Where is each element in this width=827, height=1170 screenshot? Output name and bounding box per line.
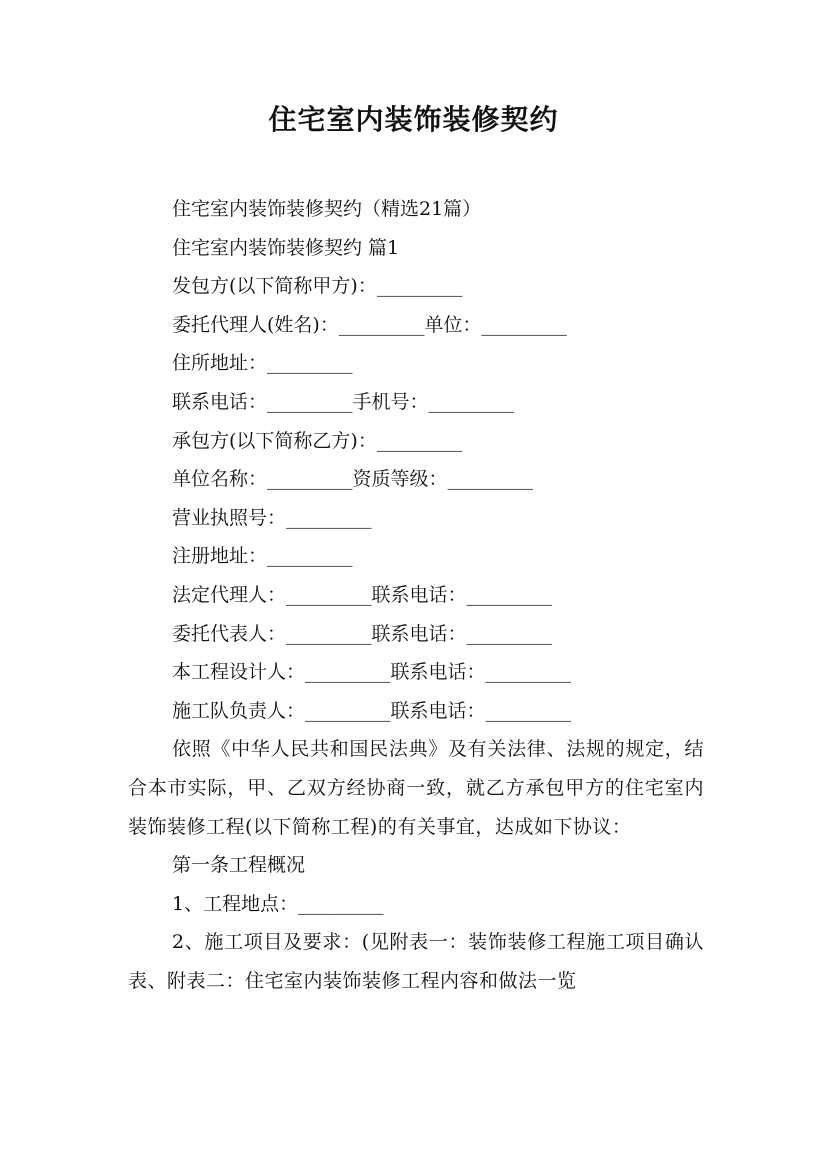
- section-heading-line: 住宅室内装饰装修契约 篇1: [172, 236, 400, 259]
- article-1-heading: 第一条工程概况: [172, 854, 306, 877]
- designer-line: 本工程设计人：_________联系电话：_________: [172, 661, 572, 684]
- party-a-line: 发包方(以下简称甲方)：_________: [172, 275, 463, 298]
- address-line: 住所地址：_________: [172, 352, 353, 375]
- contact-line: 联系电话：_________手机号：_________: [172, 390, 515, 413]
- legal-rep-line: 法定代理人：_________联系电话：_________: [172, 583, 553, 606]
- document-body: [128, 190, 704, 1000]
- subtitle-line: 住宅室内装饰装修契约（精选21篇）: [172, 198, 482, 220]
- delegate-line: 委托代表人：_________联系电话：_________: [172, 622, 553, 645]
- license-line: 营业执照号：_________: [172, 506, 372, 529]
- article-1-item-1: 1、工程地点：_________: [172, 892, 384, 915]
- document-title: 住宅室内装饰装修契约: [268, 103, 559, 136]
- agreement-paragraph: 依照《中华人民共和国民法典》及有关法律、法规的规定，结合本市实际，甲、乙双方经协商一致，就乙方承包甲方的住宅室内装饰装修工程(以下简称工程)的有关事宜，达成如下协议：: [128, 738, 704, 838]
- party-b-line: 承包方(以下简称乙方)：_________: [172, 429, 463, 452]
- article-1-item-2: 2、施工项目及要求：(见附表一：装饰装修工程施工项目确认表、附表二：住宅室内装饰装修工程内容和做法一览: [128, 931, 704, 992]
- registered-address-line: 注册地址：_________: [172, 545, 353, 568]
- construction-lead-line: 施工队负责人：_________联系电话：_________: [172, 699, 572, 722]
- agent-line: 委托代理人(姓名)：_________单位：_________: [172, 313, 567, 336]
- company-line: 单位名称：_________资质等级：_________: [172, 468, 534, 491]
